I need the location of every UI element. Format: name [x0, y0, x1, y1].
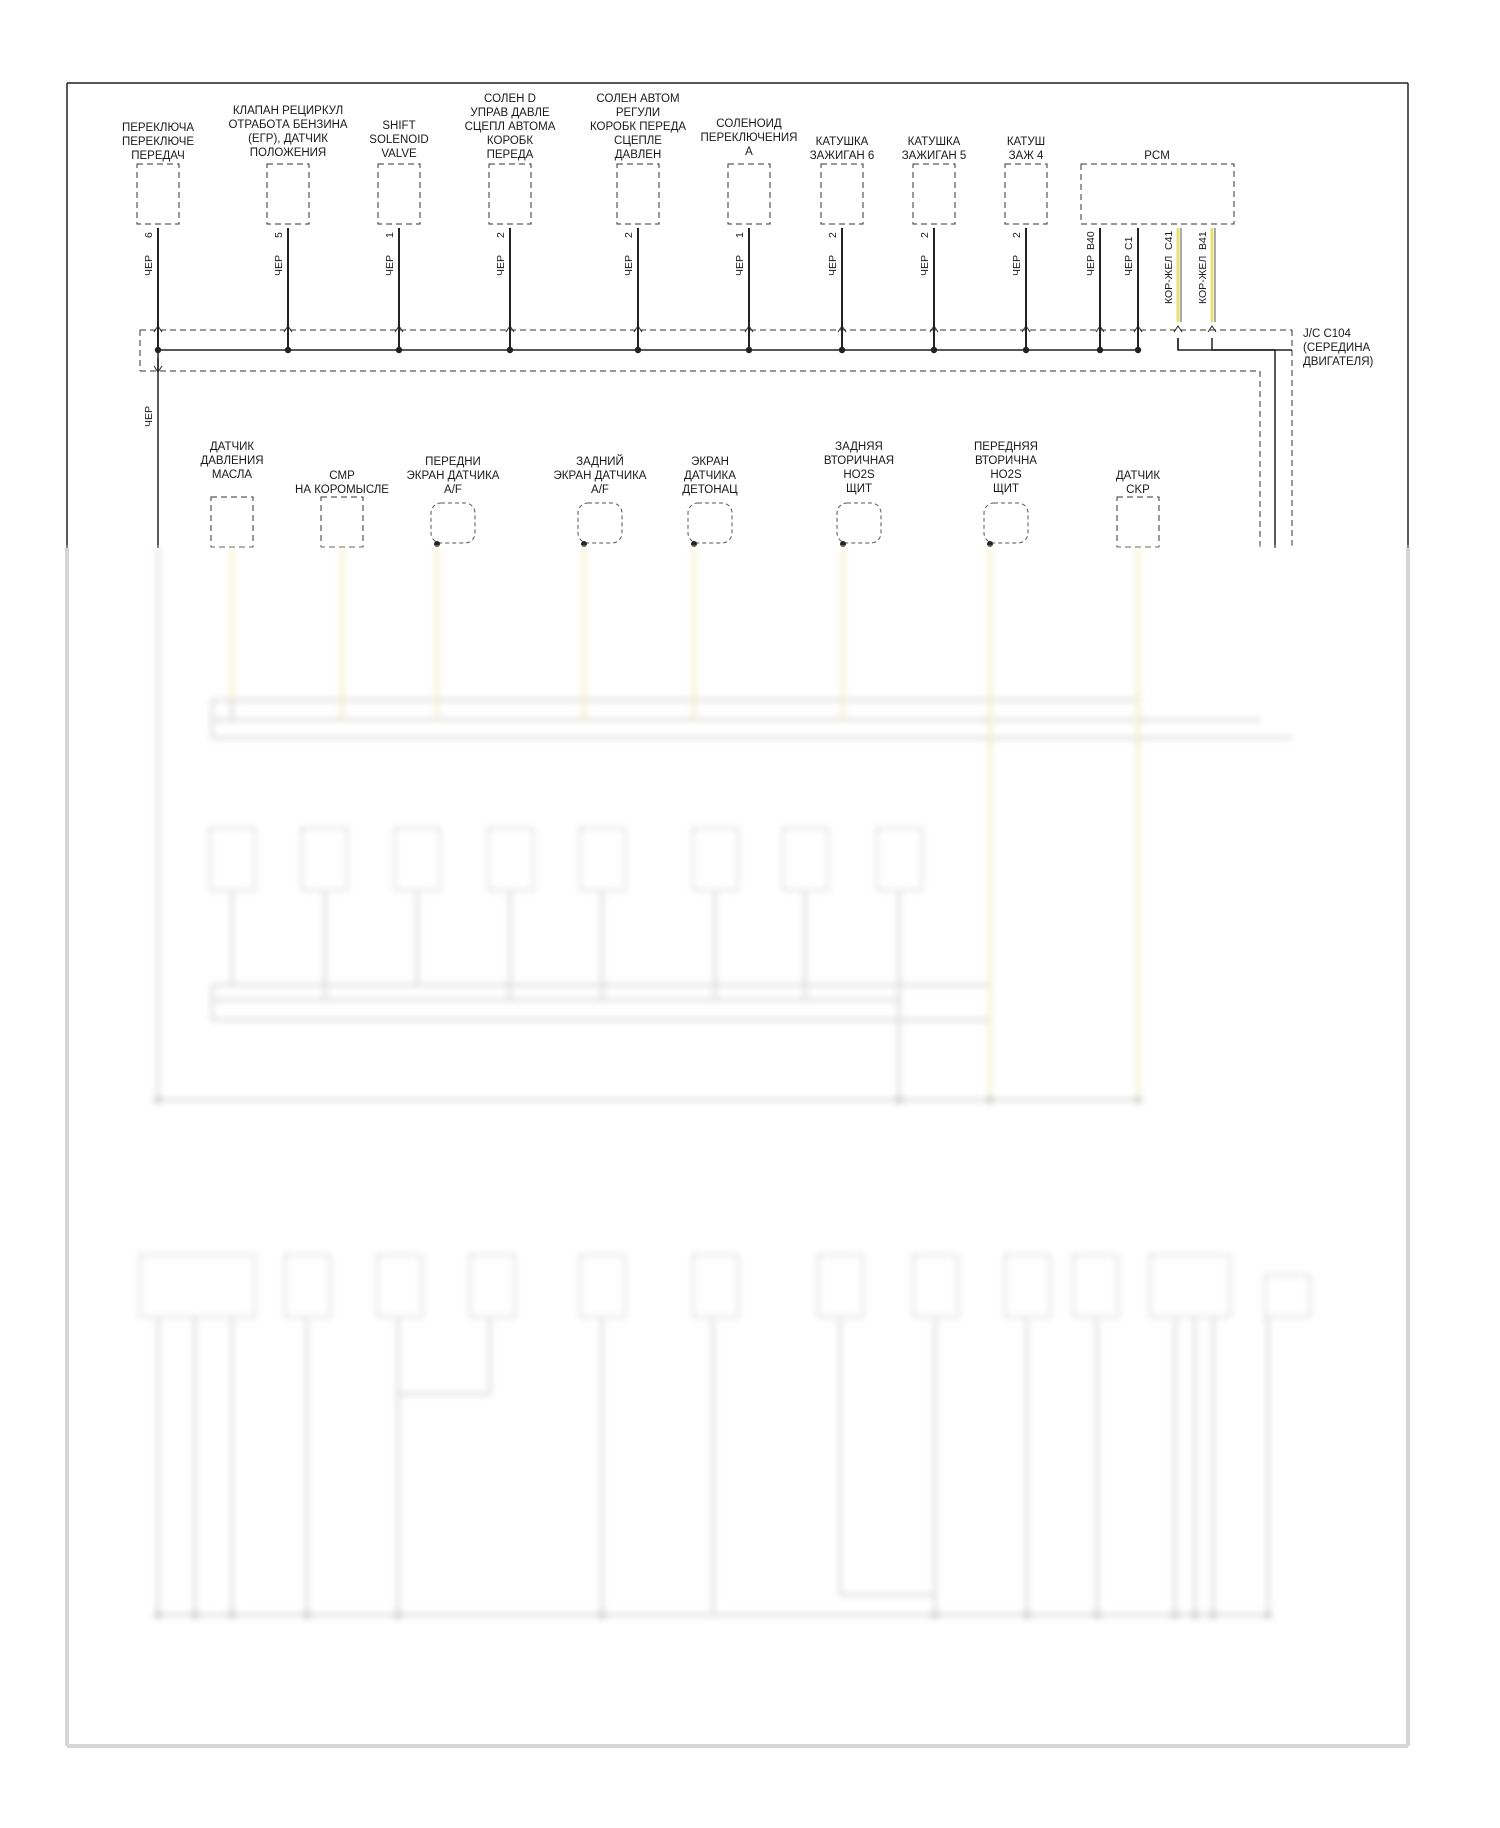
splice-dot	[396, 347, 402, 353]
wire-color-label: ЧЕР	[273, 254, 285, 276]
wire-color-label: ЧЕР	[827, 254, 839, 276]
splice-dot	[931, 347, 937, 353]
top-component-boxes	[137, 164, 1047, 224]
sensor-label: ДАТЧИК ДАВЛЕНИЯ МАСЛА	[200, 441, 264, 481]
component-box	[617, 164, 659, 224]
pin-label: 5	[273, 232, 285, 238]
splice-dot	[635, 347, 641, 353]
junction-box	[140, 330, 1292, 548]
component-label: КАТУШ ЗАЖ 4	[1006, 136, 1046, 162]
shield-dot	[987, 541, 993, 547]
sensor-label: ДАТЧИК CKP	[1115, 470, 1161, 496]
sensor-label: ЗАДНИЙ ЭКРАН ДАТЧИКА A/F	[553, 456, 647, 496]
connector-mark	[1174, 326, 1182, 332]
shield-box	[578, 503, 622, 543]
sensor-label: ЭКРАН ДАТЧИКА ДЕТОНАЦ	[682, 456, 738, 496]
sensor-box	[1117, 497, 1159, 547]
wire-color-label: ЧЕР	[919, 254, 931, 276]
pcm-wire-label: КОР-ЖЕЛ	[1197, 255, 1209, 304]
component-box	[267, 164, 309, 224]
pin-label: 2	[827, 232, 839, 238]
splice-dot	[1135, 347, 1141, 353]
splice-dot	[155, 347, 161, 353]
component-box	[137, 164, 179, 224]
splice-dot	[746, 347, 752, 353]
wire-color-label: ЧЕР	[1011, 254, 1023, 276]
pin-label: 1	[384, 232, 396, 238]
component-label: КЛАПАН РЕЦИРКУЛ ОТРАБОТА БЕНЗИНА (ЕГР), ДАТЧИК ПОЛОЖЕНИЯ	[228, 105, 348, 159]
sensor-label: ПЕРЕДНИ ЭКРАН ДАТЧИКА A/F	[406, 456, 500, 496]
splice-dot	[507, 347, 513, 353]
shield-box	[837, 503, 881, 543]
pcm-pin-label: C41	[1163, 230, 1175, 250]
sensor-boxes	[211, 497, 1159, 547]
component-box	[913, 164, 955, 224]
pin-label: 2	[919, 232, 931, 238]
shield-dot	[840, 541, 846, 547]
component-label: КАТУШКА ЗАЖИГАН 6	[809, 136, 875, 162]
pin-label: 6	[143, 232, 155, 238]
splice-dot	[1097, 347, 1103, 353]
pcm-pin-label: B41	[1197, 231, 1209, 250]
component-label: SHIFT SOLENOID VALVE	[369, 120, 429, 160]
blurred-lower-diagram	[62, 548, 1410, 1746]
connector-mark	[1208, 326, 1216, 332]
junction-label: J/C C104 (СЕРЕДИНА ДВИГАТЕЛЯ)	[1303, 328, 1374, 368]
shield-dot	[434, 541, 440, 547]
component-box	[728, 164, 770, 224]
ground-wire-label: ЧЕР	[143, 405, 155, 427]
pin-label: 1	[734, 232, 746, 238]
shield-box	[984, 503, 1028, 543]
component-label: СОЛЕН D УПРАВ ДАВЛЕ СЦЕПЛ АВТОМА КОРОБК ПЕРЕДА	[464, 93, 556, 161]
sensor-box	[321, 497, 363, 547]
wire-color-label: ЧЕР	[143, 254, 155, 276]
pcm-wire-label: КОР-ЖЕЛ	[1163, 255, 1175, 304]
pcm-b41-tail	[1212, 338, 1292, 350]
shield-dot	[581, 541, 587, 547]
pin-label: 2	[495, 232, 507, 238]
pcm-label: PCM	[1144, 150, 1170, 162]
sensor-label: CMP НА КОРОМЫСЛЕ	[295, 470, 389, 496]
wire-color-label: ЧЕР	[623, 254, 635, 276]
pcm-wire-label: ЧЕР	[1123, 254, 1135, 276]
pin-label: 2	[1011, 232, 1023, 238]
sensor-label: ПЕРЕДНЯЯ ВТОРИЧНА HO2S ЩИТ	[974, 441, 1038, 495]
splice-dot	[839, 347, 845, 353]
component-label: СОЛЕН АВТОМ РЕГУЛИ КОРОБК ПЕРЕДА СЦЕПЛЕ ДАВЛЕН	[589, 93, 687, 161]
wire-color-label: ЧЕР	[384, 254, 396, 276]
component-box	[821, 164, 863, 224]
component-label: ПЕРЕКЛЮЧА ПЕРЕКЛЮЧЕ ПЕРЕДАЧ	[121, 122, 195, 162]
component-label: КАТУШКА ЗАЖИГАН 5	[901, 136, 967, 162]
component-box	[378, 164, 420, 224]
shield-dot	[691, 541, 697, 547]
wire-color-label: ЧЕР	[495, 254, 507, 276]
shield-box	[431, 503, 475, 543]
pcm-pin-label: B40	[1085, 231, 1097, 250]
pcm-box	[1081, 164, 1234, 224]
component-box	[1005, 164, 1047, 224]
pcm-wire-label: ЧЕР	[1085, 254, 1097, 276]
sensor-label: ЗАДНЯЯ ВТОРИЧНАЯ HO2S ЩИТ	[823, 441, 895, 495]
pin-label: 2	[623, 232, 635, 238]
wire-color-label: ЧЕР	[734, 254, 746, 276]
shield-box	[688, 503, 732, 543]
sensor-box	[211, 497, 253, 547]
splice-dot	[285, 347, 291, 353]
component-box	[489, 164, 531, 224]
pcm-pin-label: C1	[1123, 236, 1135, 250]
splice-dot	[1023, 347, 1029, 353]
component-label: СОЛЕНОИД ПЕРЕКЛЮЧЕНИЯ A	[700, 118, 798, 158]
